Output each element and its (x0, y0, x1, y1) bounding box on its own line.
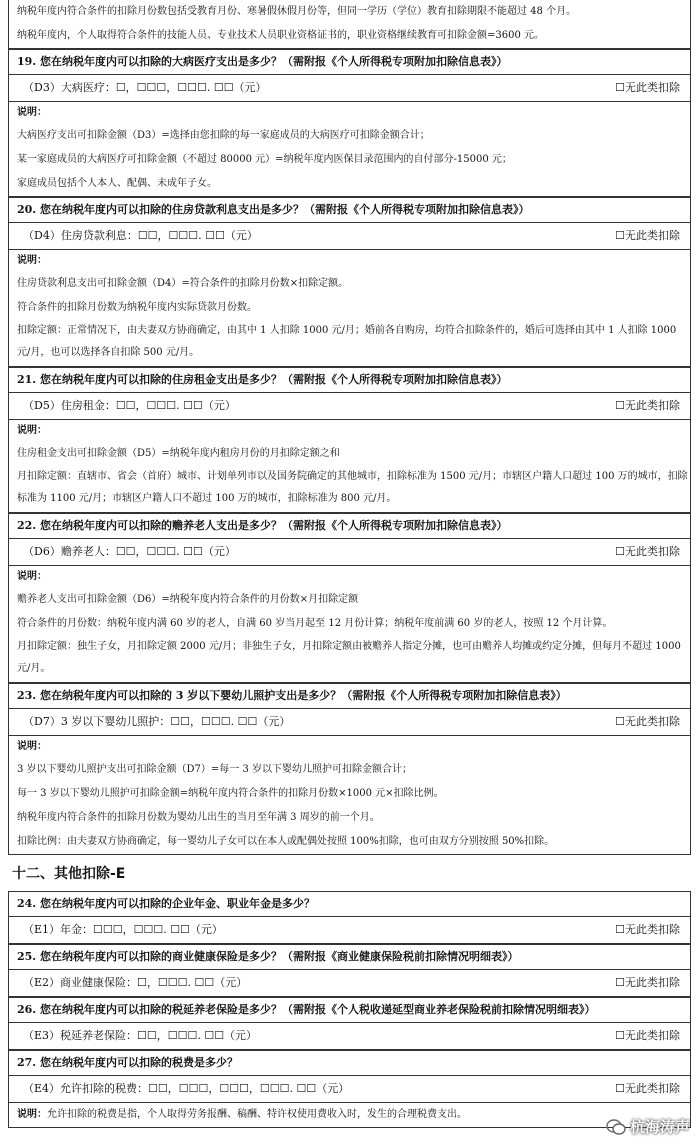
amount-field-label: （D5）住房租金：☐☐，☐☐☐. ☐☐（元） (23, 399, 236, 412)
note-line: 赡养老人支出可扣除金额（D6）=纳税年度内符合条件的月份数×月扣除定额 (17, 594, 359, 605)
no-deduction-checkbox[interactable]: ☐无此类扣除 (615, 81, 680, 94)
note-line: 月扣除定额：独生子女，月扣除定额 2000 元/月；非独生子女，月扣除定额由被赡养人指定分摊，也可由赡养人均摊或约定分摊，但每月不超过 1000 元/月。 (17, 641, 681, 674)
note-heading: 说明： (17, 571, 47, 582)
no-deduction-checkbox[interactable]: ☐无此类扣除 (615, 399, 680, 412)
amount-field-e1[interactable] (9, 917, 690, 943)
amount-field-d7[interactable] (9, 709, 690, 736)
continuation-notes (8, 0, 691, 49)
note-line: 纳税年度内符合条件的扣除月份数为婴幼儿出生的当月至年满 3 周岁的前一个月。 (17, 812, 380, 823)
question-21 (8, 367, 691, 513)
note-line: 纳税年度内，个人取得符合条件的技能人员、专业技术人员职业资格证书的，职业资格继续教育可扣除金额=3600 元。 (17, 30, 545, 41)
question-19 (8, 49, 691, 197)
watermark-text: 杭海涛声 (629, 1118, 690, 1136)
amount-field-d4[interactable] (9, 223, 690, 250)
note-line: 住房租金支出可扣除金额（D5）=纳税年度内租房月份的月扣除定额之和 (17, 448, 340, 459)
note-line: 扣除比例：由夫妻双方协商确定，每一婴幼儿子女可以在本人或配偶处按照 100%扣除，也可由双方分别按照 50%扣除。 (17, 836, 555, 847)
question-title: 24. 您在纳税年度内可以扣除的企业年金、职业年金是多少？ (9, 892, 690, 917)
question-title: 21. 您在纳税年度内可以扣除的住房租金支出是多少？（需附报《个人所得税专项附加扣除信息表》） (9, 368, 690, 393)
section-title: 十二、其他扣除-E (12, 866, 126, 882)
note-line: 纳税年度内符合条件的扣除月份数包括受教育月份、寒暑假休假月份等，但同一学历（学位）教育扣除期限不能超过 48 个月。 (17, 6, 577, 17)
question-title: 23. 您在纳税年度内可以扣除的 3 岁以下婴幼儿照护支出是多少？（需附报《个人所得税专项附加扣除信息表》） (9, 684, 690, 709)
note-heading: 说明： (17, 255, 47, 266)
note-line: 每一 3 岁以下婴幼儿照护可扣除金额=纳税年度内符合条件的扣除月份数×1000 元×扣除比例。 (17, 788, 444, 799)
note-heading: 说明： (17, 425, 47, 436)
note-line: 符合条件的扣除月份数为纳税年度内实际贷款月份数。 (17, 302, 257, 313)
note-text: 允许扣除的税费是指，个人取得劳务报酬、稿酬、特许权使用费收入时，发生的合理税费支出。 (47, 1109, 467, 1120)
no-deduction-checkbox[interactable]: ☐无此类扣除 (615, 976, 680, 989)
wechat-logo-icon (606, 1118, 626, 1136)
amount-field-label: （E1）年金：☐☐☐，☐☐☐. ☐☐（元） (23, 923, 223, 936)
note-heading: 说明： (17, 741, 47, 752)
question-title: 19. 您在纳税年度内可以扣除的大病医疗支出是多少？（需附报《个人所得税专项附加扣除信息表》） (9, 50, 690, 75)
note-line: 住房贷款利息支出可扣除金额（D4）=符合条件的扣除月份数×扣除定额。 (17, 278, 349, 289)
question-title: 22. 您在纳税年度内可以扣除的赡养老人支出是多少？（需附报《个人所得税专项附加扣除信息表》） (9, 514, 690, 539)
no-deduction-checkbox[interactable]: ☐无此类扣除 (615, 1029, 680, 1042)
amount-field-d6[interactable] (9, 539, 690, 566)
question-title: 25. 您在纳税年度内可以扣除的商业健康保险是多少？（需附报《商业健康保险税前扣除情况明细表》） (9, 945, 690, 970)
amount-field-e2[interactable] (9, 970, 690, 996)
amount-field-label: （E2）商业健康保险：☐，☐☐☐. ☐☐（元） (23, 976, 248, 989)
note-line: 某一家庭成员的大病医疗可扣除金额（不超过 80000 元）=纳税年度内医保目录范围内的自付部分-15000 元； (17, 154, 512, 165)
question-20 (8, 197, 691, 367)
question-25 (8, 944, 691, 997)
note-line: 3 岁以下婴幼儿照护支出可扣除金额（D7）=每一 3 岁以下婴幼儿照护可扣除金额合计； (17, 764, 413, 775)
note-heading: 说明： (17, 107, 47, 118)
question-26 (8, 997, 691, 1050)
no-deduction-checkbox[interactable]: ☐无此类扣除 (615, 715, 680, 728)
amount-field-d3[interactable] (9, 75, 690, 102)
amount-field-label: （E4）允许扣除的税费：☐☐，☐☐☐，☐☐☐，☐☐☐. ☐☐（元） (23, 1082, 350, 1095)
note-heading: 说明： (17, 1109, 47, 1120)
note-line: 家庭成员包括个人本人、配偶、未成年子女。 (17, 178, 217, 189)
question-27 (8, 1050, 691, 1128)
note-line: 扣除定额：正常情况下，由夫妻双方协商确定，由其中 1 人扣除 1000 元/月；婚前各自购房，均符合扣除条件的，婚后可选择由其中 1 人扣除 1000 元/月，也可以选择各自扣除 500 元/月。 (17, 325, 677, 358)
note-line: 符合条件的月份数：纳税年度内满 60 岁的老人，自满 60 岁当月起至 12 月份计算；纳税年度前满 60 岁的老人，按照 12 个月计算。 (17, 618, 613, 629)
form-page (8, 0, 691, 1128)
no-deduction-checkbox[interactable]: ☐无此类扣除 (615, 923, 680, 936)
note-line: 月扣除定额：直辖市、省会（首府）城市、计划单列市以及国务院确定的其他城市，扣除标准为 1500 元/月；市辖区户籍人口超过 100 万的城市，扣除标准为 1100 元/月；市辖区户籍人口不超过 100 万的城市，扣除标准为 800 元/月。 (17, 471, 688, 504)
question-24 (8, 891, 691, 944)
amount-field-label: （D4）住房贷款利息：☐☐，☐☐☐. ☐☐（元） (23, 229, 258, 242)
question-title: 26. 您在纳税年度内可以扣除的税延养老保险是多少？（需附报《个人税收递延型商业养老保险税前扣除情况明细表》） (9, 998, 690, 1023)
amount-field-d5[interactable] (9, 393, 690, 420)
amount-field-label: （D6）赡养老人：☐☐，☐☐☐. ☐☐（元） (23, 545, 236, 558)
question-title: 20. 您在纳税年度内可以扣除的住房贷款利息支出是多少？（需附报《个人所得税专项附加扣除信息表》） (9, 198, 690, 223)
no-deduction-checkbox[interactable]: ☐无此类扣除 (615, 1082, 680, 1095)
amount-field-e4[interactable] (9, 1076, 690, 1103)
question-title: 27. 您在纳税年度内可以扣除的税费是多少？ (9, 1051, 690, 1076)
watermark (606, 1116, 690, 1137)
amount-field-label: （D7）3 岁以下婴幼儿照护：☐☐，☐☐☐. ☐☐（元） (23, 715, 291, 728)
question-22 (8, 513, 691, 683)
question-23 (8, 683, 691, 855)
amount-field-label: （D3）大病医疗：☐，☐☐☐，☐☐☐. ☐☐（元） (23, 81, 267, 94)
note-line: 大病医疗支出可扣除金额（D3）=选择由您扣除的每一家庭成员的大病医疗可扣除金额合计； (17, 130, 430, 141)
amount-field-label: （E3）税延养老保险：☐☐，☐☐☐. ☐☐（元） (23, 1029, 258, 1042)
no-deduction-checkbox[interactable]: ☐无此类扣除 (615, 545, 680, 558)
no-deduction-checkbox[interactable]: ☐无此类扣除 (615, 229, 680, 242)
note-line (9, 1103, 690, 1127)
amount-field-e3[interactable] (9, 1023, 690, 1049)
